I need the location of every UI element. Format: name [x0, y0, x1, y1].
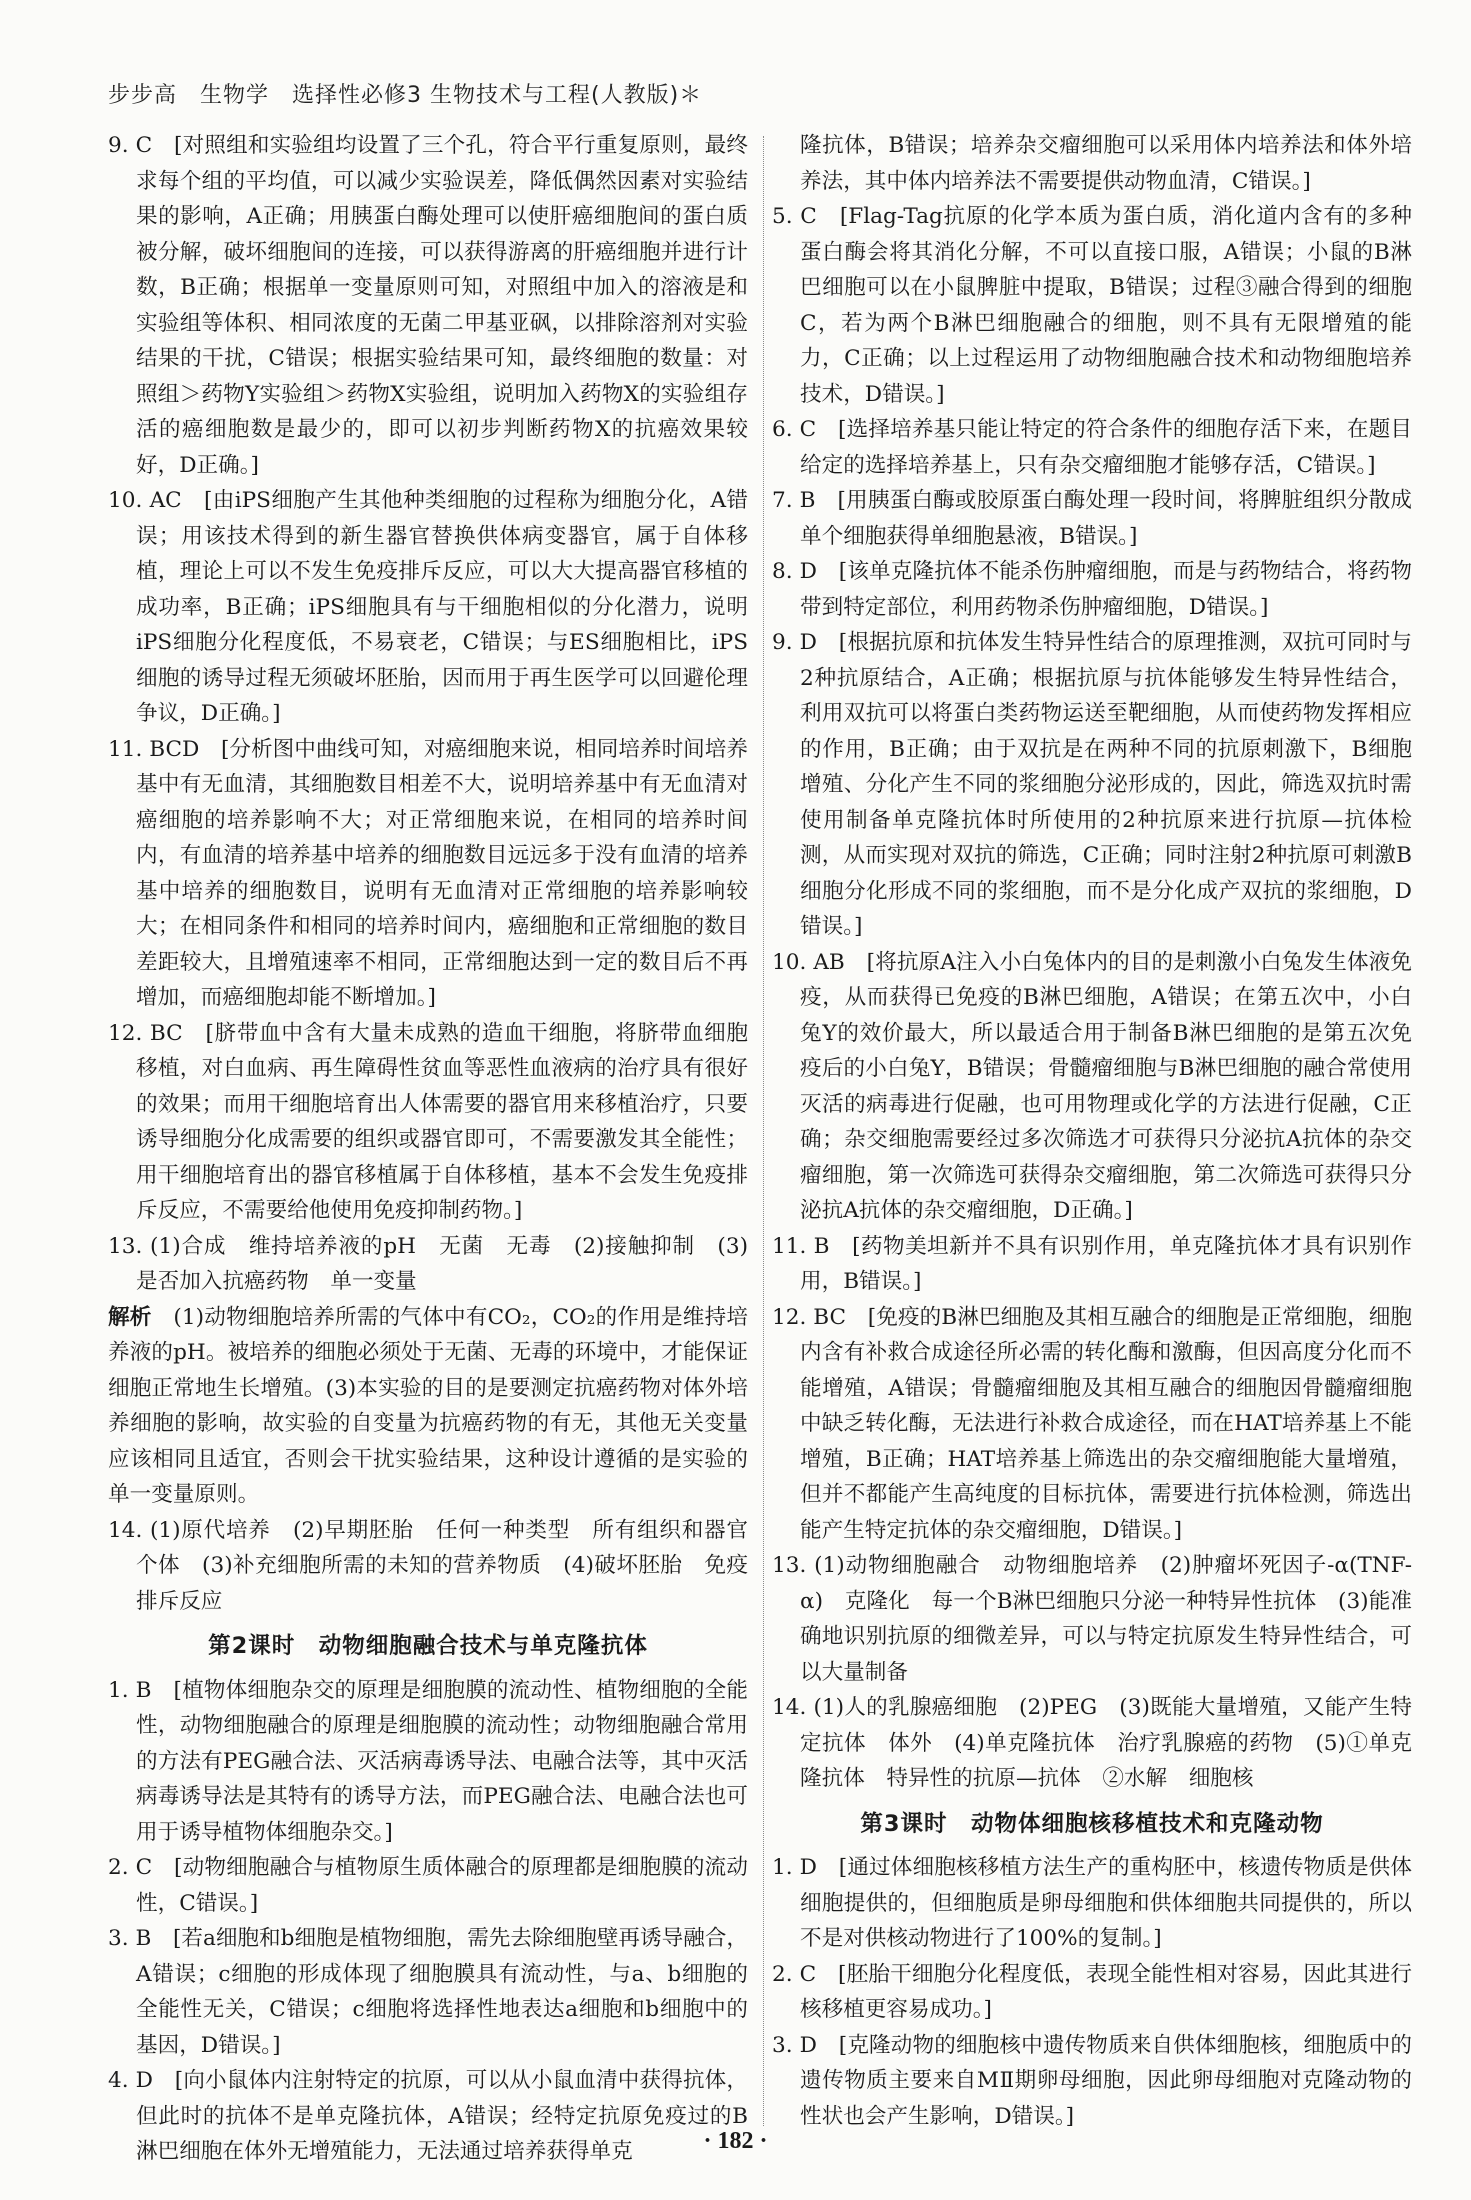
answer-14: 14. (1)原代培养 (2)早期胚胎 任何一种类型 所有组织和器官 个体 (3)补充细胞所需的未知的营养物质 (4)破坏胚胎 免疫排斥反应 [108, 1517, 770, 1614]
right-column [772, 128, 1412, 2134]
answer-10: 10. AC [由iPS细胞产生其他种类细胞的过程称为细胞分化，A错误；用该技术得到的新生器官替换供体病变器官，属于自体移植，理论上可以不发生免疫排斥反应，可以大大提高器官移植的成功率，B正确；iPS细胞具有与干细胞相似的分化潜力，说明iPS细胞分化程度低，不易衰老，C错误；与ES细胞相比，iPS细胞的诱导过程无须破坏胚胎，因而用于再生医学可以回避伦理争议，D正确。] [108, 488, 748, 726]
lesson2-answer-12: 12. BC [免疫的B淋巴细胞及其相互融合的细胞是正常细胞，细胞内含有补救合成途径所必需的转化酶和激酶，但因高度分化而不能增殖，A错误；骨髓瘤细胞及其相互融合的细胞因骨髓瘤细胞中缺乏转化酶，无法进行补救合成途径，而在HAT培养基上不能增殖，B正确；HAT培养基上筛选出的杂交瘤细胞能大量增殖，但并不都能产生高纯度的目标抗体，需要进行抗体检测，筛选出能产生特定抗体的杂交瘤细胞，D错误。] [772, 1304, 1412, 1543]
lesson2-answer-7: 7. B [用胰蛋白酶或胶原蛋白酶处理一段时间，将脾脏组织分散成单个细胞获得单细胞悬液，B错误。] [772, 488, 1412, 549]
answer-11: 11. BCD [分析图中曲线可知，对癌细胞来说，相同培养时间培养基中有无血清，其细胞数目相差不大，说明培养基中有无血清对癌细胞的培养影响不大；对正常细胞来说，在相同的培养时间内，有血清的培养基中培养的细胞数目远远多于没有血清的培养基中培养的细胞数目，说明有无血清对正常细胞的培养影响较大；在相同条件和相同的培养时间内，癌细胞和正常细胞的数目差距较大，且增殖速率不相同，正常细胞达到一定的数目后不再增加，而癌细胞却能不断增加。] [108, 736, 748, 1010]
lesson2-answer-1: 1. B [植物体细胞杂交的原理是细胞膜的流动性、植物细胞的全能性，动物细胞融合的原理是细胞膜的流动性；动物细胞融合常用的方法有PEG融合法、灭活病毒诱导法、电融合法等，其中灭活病毒诱导法是其特有的诱导方法，而PEG融合法、电融合法也可用于诱导植物体细胞杂交。] [108, 1677, 748, 1845]
section-title-lesson-3: 第3课时 动物体细胞核移植技术和克隆动物 [860, 1810, 1324, 1837]
lesson3-answer-3: 3. D [克隆动物的细胞核中遗传物质来自供体细胞核，细胞质中的遗传物质主要来自MⅡ期卵母细胞，因此卵母细胞对克隆动物的性状也会产生影响，D错误。] [772, 2032, 1412, 2129]
lesson2-answer-6: 6. C [选择培养基只能让特定的符合条件的细胞存活下来，在题目给定的选择培养基上，只有杂交瘤细胞才能够存活，C错误。] [772, 417, 1412, 478]
answer-13: 13. (1)合成 维持培养液的pH 无菌 无毒 (2)接触抑制 (3)是否加入抗癌药物 单一变量 [108, 1233, 748, 1294]
lesson2-answer-10: 10. AB [将抗原A注入小白兔体内的目的是刺激小白兔发生体液免疫，从而获得已免疫的B淋巴细胞，A错误；在第五次中，小白兔Y的效价最大，所以最适合用于制备B淋巴细胞的是第五次免疫后的小白兔Y，B错误；骨髓瘤细胞与B淋巴细胞的融合常使用灭活的病毒进行促融，也可用物理或化学的方法进行促融，C正确；杂交细胞需要经过多次筛选才可获得只分泌抗A抗体的杂交瘤细胞，第一次筛选可获得杂交瘤细胞，第二次筛选可获得只分泌抗A抗体的杂交瘤细胞，D正确。] [772, 949, 1412, 1223]
analysis-label: 解析 [108, 1304, 152, 1330]
analysis-text: (1)动物细胞培养所需的气体中有CO₂，CO₂的作用是维持培养液的pH。被培养的细胞必须处于无菌、无毒的环境中，才能保证细胞正常地生长增殖。(3)本实验的目的是要测定抗癌药物对体外培养细胞的影响，故实验的自变量为抗癌药物的有无，其他无关变量应该相同且适宜，否则会干扰实验结果，这种设计遵循的是实验的单一变量原则。 [108, 1304, 748, 1507]
lesson2-answer-5: 5. C [Flag-Tag抗原的化学本质为蛋白质，消化道内含有的多种蛋白酶会将其消化分解，不可以直接口服，A错误；小鼠的B淋巴细胞可以在小鼠脾脏中提取，B错误；过程③融合得到的细胞C，若为两个B淋巴细胞融合的细胞，则不具有无限增殖的能力，C正确；以上过程运用了动物细胞融合技术和动物细胞培养技术，D错误。] [772, 204, 1412, 407]
lesson2-answer-4-continued: 隆抗体，B错误；培养杂交瘤细胞可以采用体内培养法和体外培养法，其中体内培养法不需要提供动物血清，C错误。] [800, 133, 1412, 194]
answer-9: 9. C [对照组和实验组均设置了三个孔，符合平行重复原则，最终求每个组的平均值，可以减少实验误差，降低偶然因素对实验结果的影响，A正确；用胰蛋白酶处理可以使肝癌细胞间的蛋白质被分解，破坏细胞间的连接，可以获得游离的肝癌细胞并进行计数，B正确；根据单一变量原则可知，对照组中加入的溶液是和实验组等体积、相同浓度的无菌二甲基亚砜，以排除溶剂对实验结果的干扰，C错误；根据实验结果可知，最终细胞的数量：对照组＞药物Y实验组＞药物X实验组，说明加入药物X的实验组存活的癌细胞数是最少的，即可以初步判断药物X的抗癌效果较好，D正确。] [108, 133, 748, 478]
lesson2-answer-11: 11. B [药物美坦新并不具有识别作用，单克隆抗体才具有识别作用，B错误。] [772, 1233, 1412, 1294]
lesson2-answer-13: 13. (1)动物细胞融合 动物细胞培养 (2)肿瘤坏死因子-α(TNF-α) 克隆化 每一个B淋巴细胞只分泌一种特异性抗体 (3)能准确地识别抗原的细微差异，可以与特定抗原发生特异性结合，可以大量制备 [772, 1553, 1412, 1685]
section-title-lesson-2: 第2课时 动物细胞融合技术与单克隆抗体 [208, 1633, 648, 1659]
lesson2-answer-3: 3. B [若a细胞和b细胞是植物细胞，需先去除细胞壁再诱导融合，A错误；c细胞的形成体现了细胞膜具有流动性，与a、b细胞的全能性无关，C错误；c细胞将选择性地表达a细胞和b细胞中的基因，D错误。] [108, 1926, 748, 2058]
lesson2-answer-9: 9. D [根据抗原和抗体发生特异性结合的原理推测，双抗可同时与2种抗原结合，A正确；根据抗原与抗体能够发生特异性结合，利用双抗可以将蛋白类药物运送至靶细胞，从而使药物发挥相应的作用，B正确；由于双抗是在两种不同的抗原刺激下，B细胞增殖、分化产生不同的浆细胞分泌形成的，因此，筛选双抗时需使用制备单克隆抗体时所使用的2种抗原来进行抗原—抗体检测，从而实现对双抗的筛选，C正确；同时注射2种抗原可刺激B细胞分化形成不同的浆细胞，而不是分化成产双抗的浆细胞，D错误。] [772, 630, 1412, 939]
lesson3-answer-1: 1. D [通过体细胞核移植方法生产的重构胚中，核遗传物质是供体细胞提供的，但细胞质是卵母细胞和供体细胞共同提供的，所以不是对供核动物进行了100%的复制。] [772, 1855, 1412, 1951]
left-column [108, 128, 770, 2170]
lesson3-answer-2: 2. C [胚胎干细胞分化程度低，表现全能性相对容易，因此其进行核移植更容易成功。] [772, 1961, 1412, 2022]
answer-12: 12. BC [脐带血中含有大量未成熟的造血干细胞，将脐带血细胞移植，对白血病、再生障碍性贫血等恶性血液病的治疗具有很好的效果；而用干细胞培育出人体需要的器官用来移植治疗，只要诱导细胞分化成需要的组织或器官即可，不需要激发其全能性；用干细胞培育出的器官移植属于自体移植，基本不会发生免疫排斥反应，不需要给他使用免疫抑制药物。] [108, 1020, 748, 1223]
lesson2-answer-8: 8. D [该单克隆抗体不能杀伤肿瘤细胞，而是与药物结合，将药物带到特定部位，利用药物杀伤肿瘤细胞，D错误。] [772, 559, 1412, 620]
page-header: 步步高 生物学 选择性必修3 生物技术与工程(人教版)＊ [108, 83, 703, 108]
lesson2-answer-4: 4. D [向小鼠体内注射特定的抗原，可以从小鼠血清中获得抗体，但此时的抗体不是单克隆抗体，A错误；经特定抗原免疫过的B淋巴细胞在体外无增殖能力，无法通过培养获得单克 [108, 2068, 748, 2164]
page-number: · 182 · [703, 2128, 768, 2154]
analysis-paragraph [108, 1300, 748, 1513]
lesson2-answer-14: 14. (1)人的乳腺癌细胞 (2)PEG (3)既能大量增殖，又能产生特定抗体 体外 (4)单克隆抗体 治疗乳腺癌的药物 (5)①单克隆抗体 特异性的抗原—抗体 ②水解 细胞核 [772, 1695, 1412, 1791]
lesson2-answer-2: 2. C [动物细胞融合与植物原生质体融合的原理都是细胞膜的流动性，C错误。] [108, 1855, 748, 1916]
